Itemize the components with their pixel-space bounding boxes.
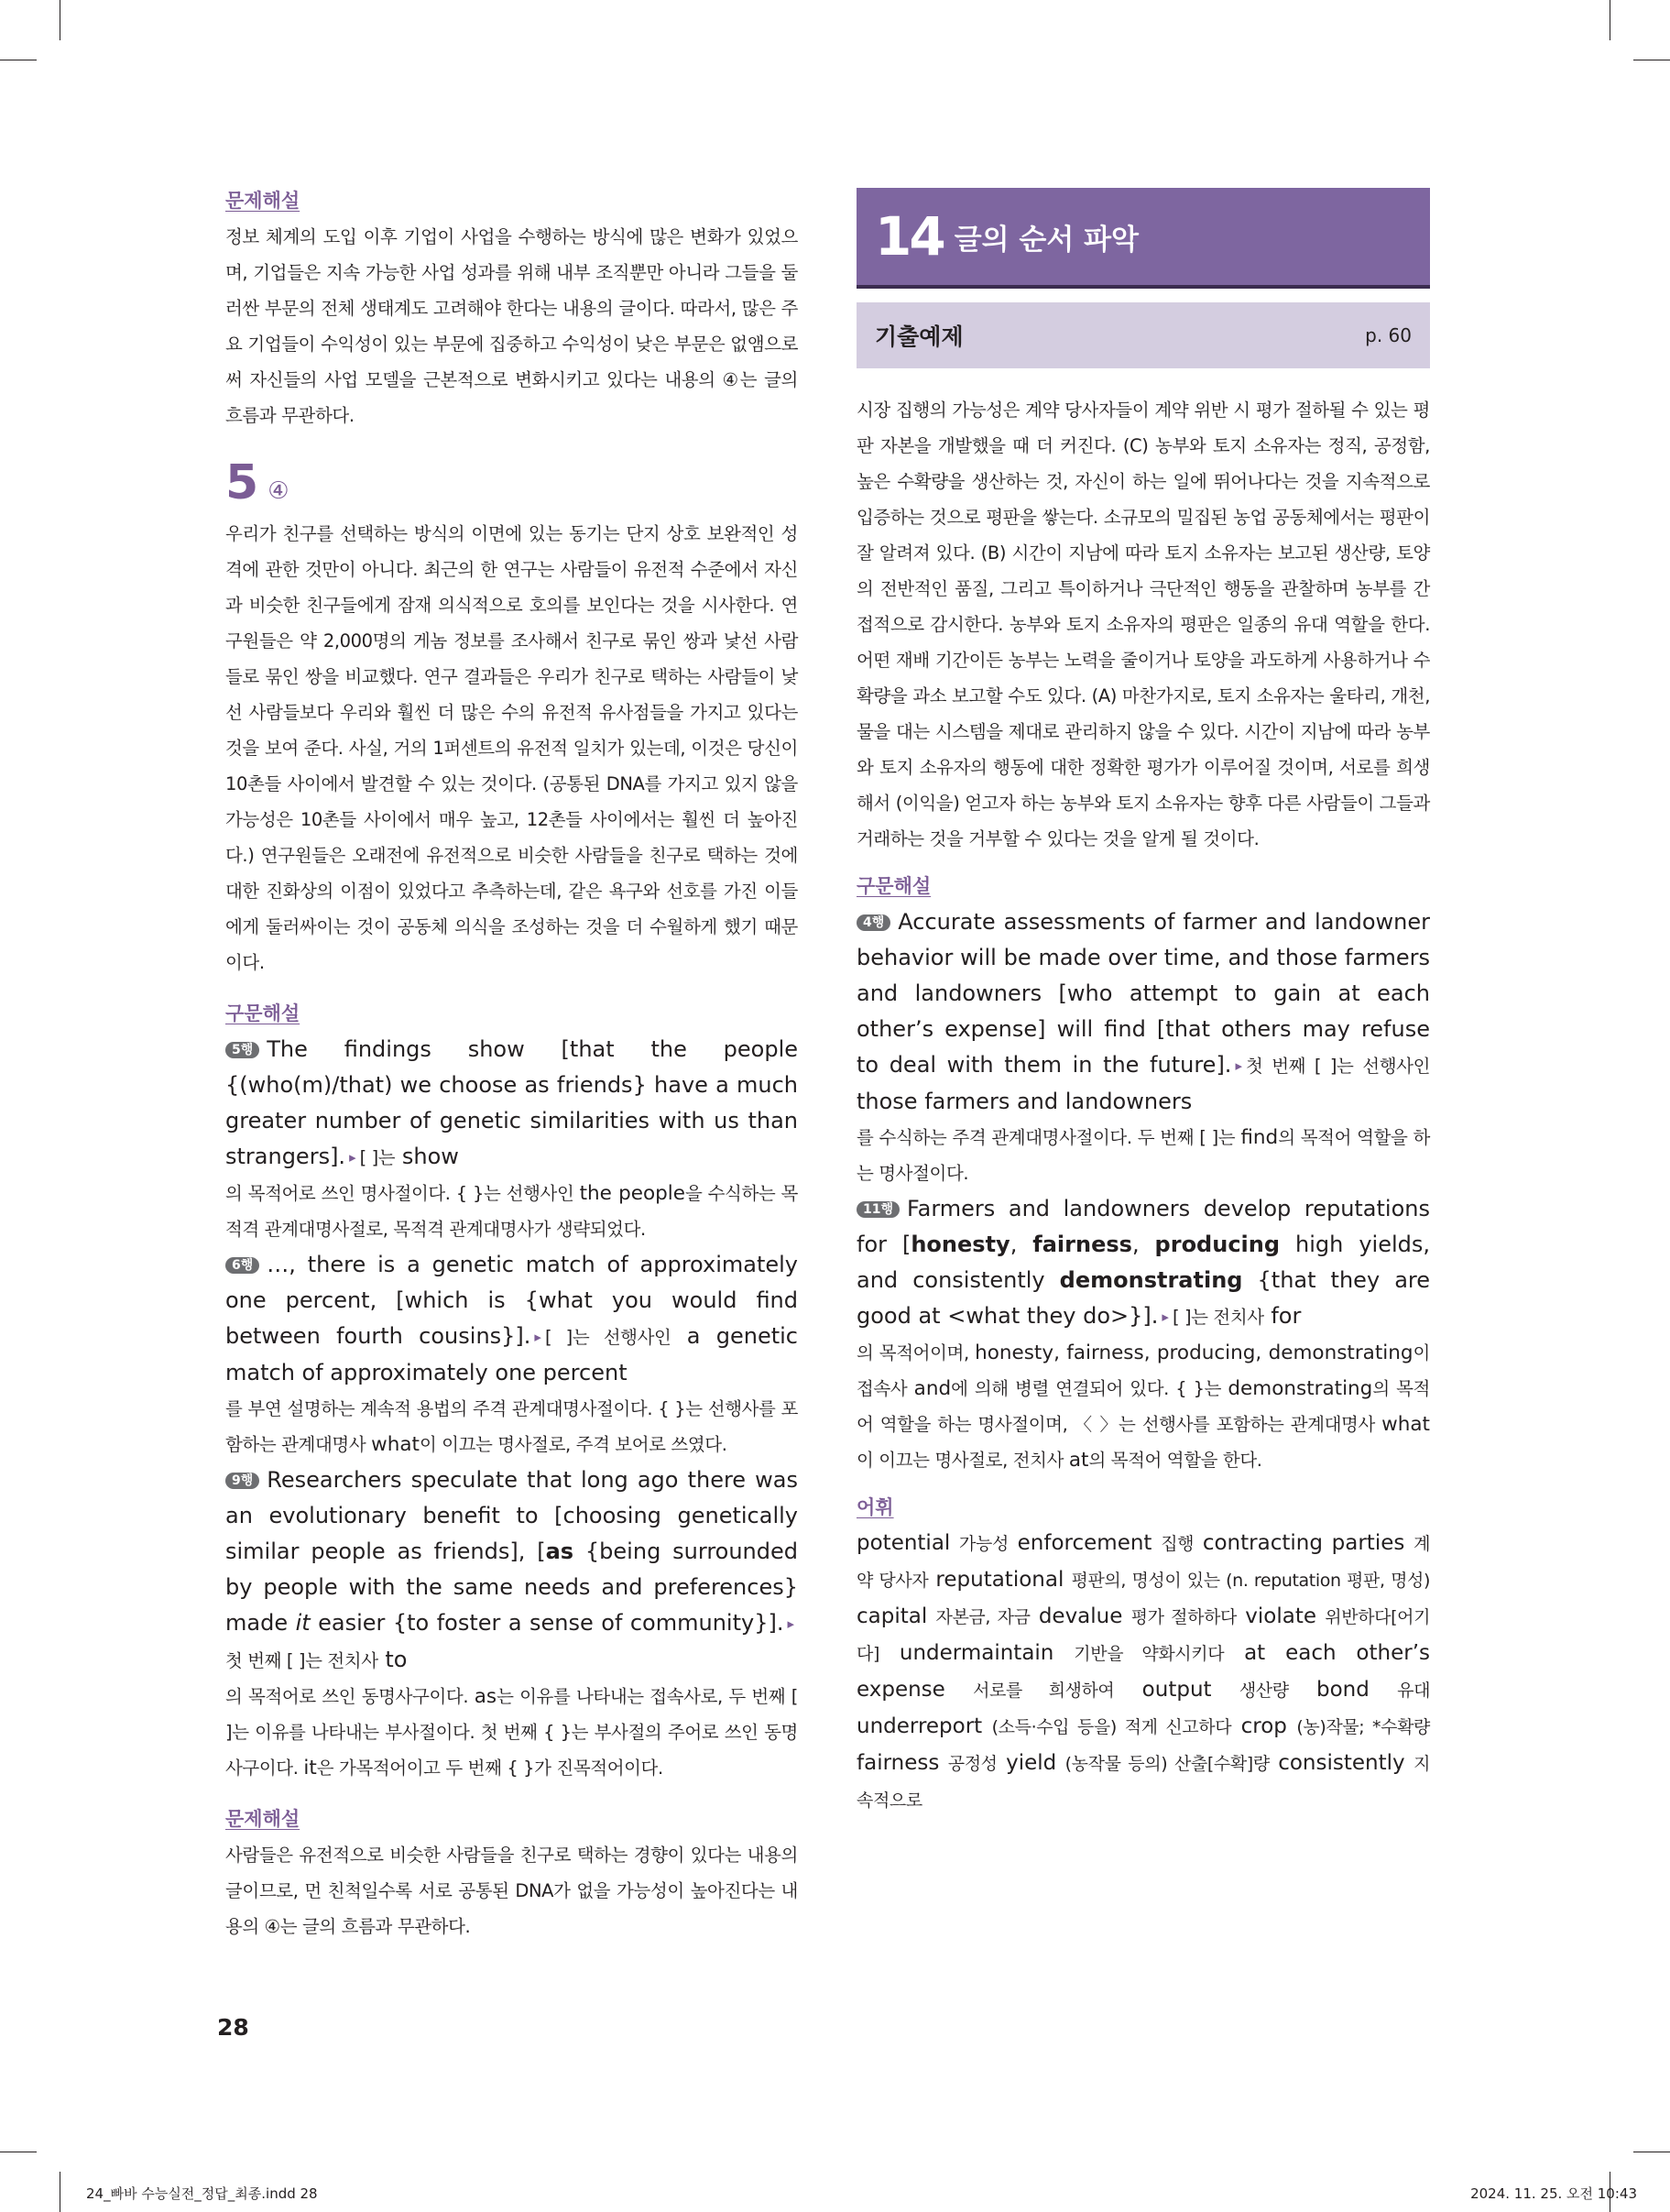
section-title: 글의 순서 파악 bbox=[954, 223, 1139, 257]
vocabulary-list bbox=[857, 1526, 1430, 1819]
section-number: 14 bbox=[875, 205, 944, 268]
syntax-sentence: 5행 The findings show [that the people {(who(m)/that) we choose as friends} have a much greater number of genetic similarities with us than strangers]. ▸ [ ]는 show bbox=[225, 1036, 798, 1169]
vocab-meaning: 생산량 bbox=[1239, 1681, 1289, 1701]
syntax-note: 의 목적어이며, honesty, fairness, producing, demonstrating이 접속사 and에 의해 병렬 연결되어 있다. { }는 demonstrating의 목적어 역할을 하는 명사절이며, 〈 〉는 선행사를 포함하는 관계대명사 what이 이끄는 명사절로, 전치사 at의 목적어 역할을 한다. bbox=[857, 1341, 1430, 1472]
vocab-term: fairness bbox=[857, 1751, 940, 1775]
sentence-text: The findings show [that the people {(who(m)/that) we choose as friends} have a much greater number of genetic similarities with us than strangers]. bbox=[225, 1036, 798, 1169]
line-badge: 4행 bbox=[857, 914, 890, 931]
explanation-text: 사람들은 유전적으로 비슷한 사람들을 친구로 택하는 경향이 있다는 내용의 글이므로, 먼 친척일수록 서로 공통된 DNA가 없을 가능성이 높아진다는 내용의 ④는 글의 흐름과 무관하다. bbox=[225, 1845, 798, 1937]
vocab-meaning: (농작물 등의) 산출[수확]량 bbox=[1064, 1754, 1270, 1774]
syntax-label: 구문해설 bbox=[225, 1002, 300, 1024]
vocab-term: yield bbox=[1006, 1751, 1057, 1775]
footer-timestamp: 2024. 11. 25. 오전 10:43 bbox=[1470, 2185, 1637, 2202]
triangle-icon: ▸ bbox=[1235, 1057, 1242, 1074]
vocab-term: bond bbox=[1315, 1678, 1370, 1702]
vocab-meaning: 위반하다[어기다] bbox=[857, 1607, 1431, 1664]
syntax-note: 를 수식하는 주격 관계대명사절이다. 두 번째 [ ]는 find의 목적어 역할을 하는 명사절이다. bbox=[857, 1126, 1430, 1184]
vocab-term: enforcement bbox=[1017, 1531, 1152, 1555]
vocab-meaning: 기반을 약화시키다 bbox=[1074, 1644, 1225, 1664]
vocab-meaning: 가능성 bbox=[959, 1534, 1009, 1554]
vocab-term: reputational bbox=[935, 1568, 1064, 1592]
line-badge: 9행 bbox=[225, 1473, 259, 1489]
vocab-meaning: 지속적으로 bbox=[857, 1754, 1431, 1811]
vocab-term: output bbox=[1141, 1678, 1212, 1702]
syntax-sentence: 9행 Researchers speculate that long ago there was an evolutionary benefit to [choosing genetically similar people as friends], [as {being surrounded by people with the same needs and preferences} made it easier {to foster a sense of community}]. ▸첫 번째 [ ]는 전치사 to bbox=[225, 1467, 799, 1672]
translation-text: 우리가 친구를 선택하는 방식의 이면에 있는 동기는 단지 상호 보완적인 성격에 관한 것만이 아니다. 최근의 한 연구는 사람들이 유전적 수준에서 자신과 비슷한 친구들에게 잠재 의식적으로 호의를 보인다는 것을 시사한다. 연구원들은 약 2,000명의 게놈 정보를 조사해서 친구로 묶인 쌍과 낯선 사람들로 묶인 쌍을 비교했다. 연구 결과들은 우리가 친구로 택하는 사람들이 낯선 사람들보다 우리와 훨씬 더 많은 수의 유전적 유사점들을 가지고 있다는 것을 보여 준다. 사실, 거의 1퍼센트의 유전적 일치가 있는데, 이것은 당신이 10촌들 사이에서 발견할 수 있는 것이다. (공통된 DNA를 가지고 있지 않을 가능성은 10촌들 사이에서 매우 높고, 12촌들 사이에서는 훨씬 더 높아진다.) 연구원들은 오래전에 유전적으로 비슷한 사람들을 친구로 택하는 것에 대한 진화상의 이점이 있었다고 추측하는데, 같은 욕구와 선호를 가진 이들에게 둘러싸이는 것이 공동체 의식을 조성하는 것을 더 수월하게 했기 때문이다. bbox=[225, 523, 798, 973]
syntax-sentence: 6행 …, there is a genetic match of approximately one percent, [which is {what you would find between fourth cousins}]. ▸ [ ]는 선행사인 a genetic match of approximately one percent bbox=[225, 1252, 799, 1385]
syntax-sentence: 4행 Accurate assessments of farmer and landowner behavior will be made over time, and those farmers and landowners [who attempt to gain at each other’s expense] will find [that others may refuse to deal with them in the future]. ▸ 첫 번째 [ ]는 선행사인 those farmers and landowners bbox=[857, 909, 1431, 1114]
triangle-icon: ▸ bbox=[534, 1329, 541, 1345]
syntax-note: 의 목적어로 쓰인 동명사구이다. as는 이유를 나타내는 접속사로, 두 번째 [ ]는 이유를 나타내는 부사절이다. 첫 번째 { }는 부사절의 주어로 쓰인 동명사구이다. it은 가목적어이고 두 번째 { }가 진목적어이다. bbox=[225, 1685, 798, 1779]
explanation-label: 문제해설 bbox=[225, 190, 300, 212]
question-number: 5 bbox=[225, 455, 259, 510]
footer-filename: 24_빠바 수능실전_정답_최종.indd 28 bbox=[86, 2185, 318, 2202]
vocab-term: crop bbox=[1240, 1714, 1287, 1738]
line-badge: 11행 bbox=[857, 1201, 900, 1218]
vocabulary-label: 어휘 bbox=[857, 1496, 894, 1518]
line-badge: 5행 bbox=[225, 1042, 259, 1058]
vocab-meaning: 계약 당사자 bbox=[857, 1534, 1431, 1591]
vocab-meaning: 집행 bbox=[1161, 1534, 1195, 1554]
example-header bbox=[857, 302, 1430, 368]
vocab-term: contracting parties bbox=[1202, 1531, 1405, 1555]
page-number: 28 bbox=[217, 2014, 249, 2041]
vocab-term: underreport bbox=[857, 1714, 983, 1738]
syntax-note: 의 목적어로 쓰인 명사절이다. { }는 선행사인 the people을 수식하는 목적격 관계대명사절로, 목적격 관계대명사가 생략되었다. bbox=[225, 1182, 798, 1240]
triangle-icon: ▸ bbox=[1162, 1309, 1169, 1325]
translation-text: 시장 집행의 가능성은 계약 당사자들이 계약 위반 시 평가 절하될 수 있는 평판 자본을 개발했을 때 더 커진다. (C) 농부와 토지 소유자는 정직, 공정함, 높은 수확량을 생산하는 것, 자신이 하는 일에 뛰어나다는 것을 지속적으로 입증하는 것으로 평판을 쌓는다. 소규모의 밀집된 농업 공동체에서는 평판이 잘 알려져 있다. (B) 시간이 지남에 따라 토지 소유자는 보고된 생산량, 토양의 전반적인 품질, 그리고 특이하거나 극단적인 행동을 관찰하며 농부를 간접적으로 감시한다. 농부와 토지 소유자의 평판은 일종의 유대 역할을 한다. 어떤 재배 기간이든 농부는 노력을 줄이거나 토양을 과도하게 사용하거나 수확량을 과소 보고할 수도 있다. (A) 마찬가지로, 토지 소유자는 울타리, 개천, 물을 대는 시스템을 제대로 관리하지 않을 수 있다. 시간이 지남에 따라 농부와 토지 소유자의 행동에 대한 정확한 평가가 이루어질 것이며, 서로를 희생해서 (이익을) 얻고자 하는 농부와 토지 소유자는 향후 다른 사람들이 그들과 거래하는 것을 거부할 수 있다는 것을 알게 될 것이다. bbox=[857, 400, 1430, 849]
syntax-sentence: 11행 Farmers and landowners develop reputations for [honesty, fairness, producing high yields, and consistently demonstrating {that they are good at <what they do>}]. ▸ [ ]는 전치사 for bbox=[857, 1196, 1431, 1329]
triangle-icon: ▸ bbox=[787, 1615, 794, 1632]
line-badge: 6행 bbox=[225, 1257, 259, 1274]
answer-heading bbox=[225, 457, 798, 509]
vocab-term: undermaintain bbox=[899, 1641, 1054, 1665]
explanation-label: 문제해설 bbox=[225, 1808, 300, 1830]
vocab-meaning: 평가 절하하다 bbox=[1130, 1607, 1237, 1627]
sentence-text: …, there is a genetic match of approximately one percent, [which is {what you would find between fourth cousins}]. bbox=[225, 1252, 798, 1349]
right-column bbox=[857, 188, 1430, 1819]
vocab-term: potential bbox=[857, 1531, 951, 1555]
triangle-icon: ▸ bbox=[349, 1149, 356, 1166]
explanation-text: 정보 체계의 도입 이후 기업이 사업을 수행하는 방식에 많은 변화가 있었으며, 기업들은 지속 가능한 사업 성과를 위해 내부 조직뿐만 아니라 그들을 둘러싼 부문의 전체 생태계도 고려해야 한다는 내용의 글이다. 따라서, 많은 주요 기업들이 수익성이 있는 부문에 집중하고 수익성이 낮은 부문은 없앰으로써 자신들의 사업 모델을 근본적으로 변화시키고 있다는 내용의 ④는 글의 흐름과 무관하다. bbox=[225, 226, 798, 426]
vocab-meaning: (소득·수입 등을) 적게 신고하다 bbox=[991, 1717, 1232, 1737]
vocab-term: devalue bbox=[1038, 1604, 1123, 1628]
vocab-term: capital bbox=[857, 1604, 928, 1628]
vocab-meaning: 자본금, 자금 bbox=[935, 1607, 1031, 1627]
vocab-meaning: (농)작물; *수확량 bbox=[1296, 1717, 1431, 1737]
syntax-label: 구문해설 bbox=[857, 875, 932, 897]
left-column bbox=[225, 188, 798, 1944]
vocab-term: violate bbox=[1245, 1604, 1317, 1628]
page-reference: p. 60 bbox=[1365, 324, 1412, 346]
vocab-meaning: 서로를 희생하여 bbox=[973, 1681, 1115, 1701]
vocab-term: at each other’s expense bbox=[857, 1641, 1431, 1702]
syntax-note: 를 부연 설명하는 계속적 용법의 주격 관계대명사절이다. { }는 선행사를 포함하는 관계대명사 what이 이끄는 명사절로, 주격 보어로 쓰였다. bbox=[225, 1398, 798, 1456]
example-title: 기출예제 bbox=[875, 323, 964, 350]
vocab-meaning: 공정성 bbox=[947, 1754, 998, 1774]
section-banner bbox=[857, 188, 1430, 289]
vocab-meaning: 유대 bbox=[1397, 1681, 1431, 1701]
vocab-meaning: 평판의, 명성이 있는 (n. reputation 평판, 명성) bbox=[1071, 1571, 1430, 1591]
vocab-term: consistently bbox=[1278, 1751, 1405, 1775]
answer-choice: ④ bbox=[267, 477, 289, 505]
sentence-text: Accurate assessments of farmer and landowner behavior will be made over time, and those farmers and landowners [who attempt to gain at each other’s expense] will find [that others may refuse to deal with them in the future]. bbox=[857, 909, 1430, 1078]
